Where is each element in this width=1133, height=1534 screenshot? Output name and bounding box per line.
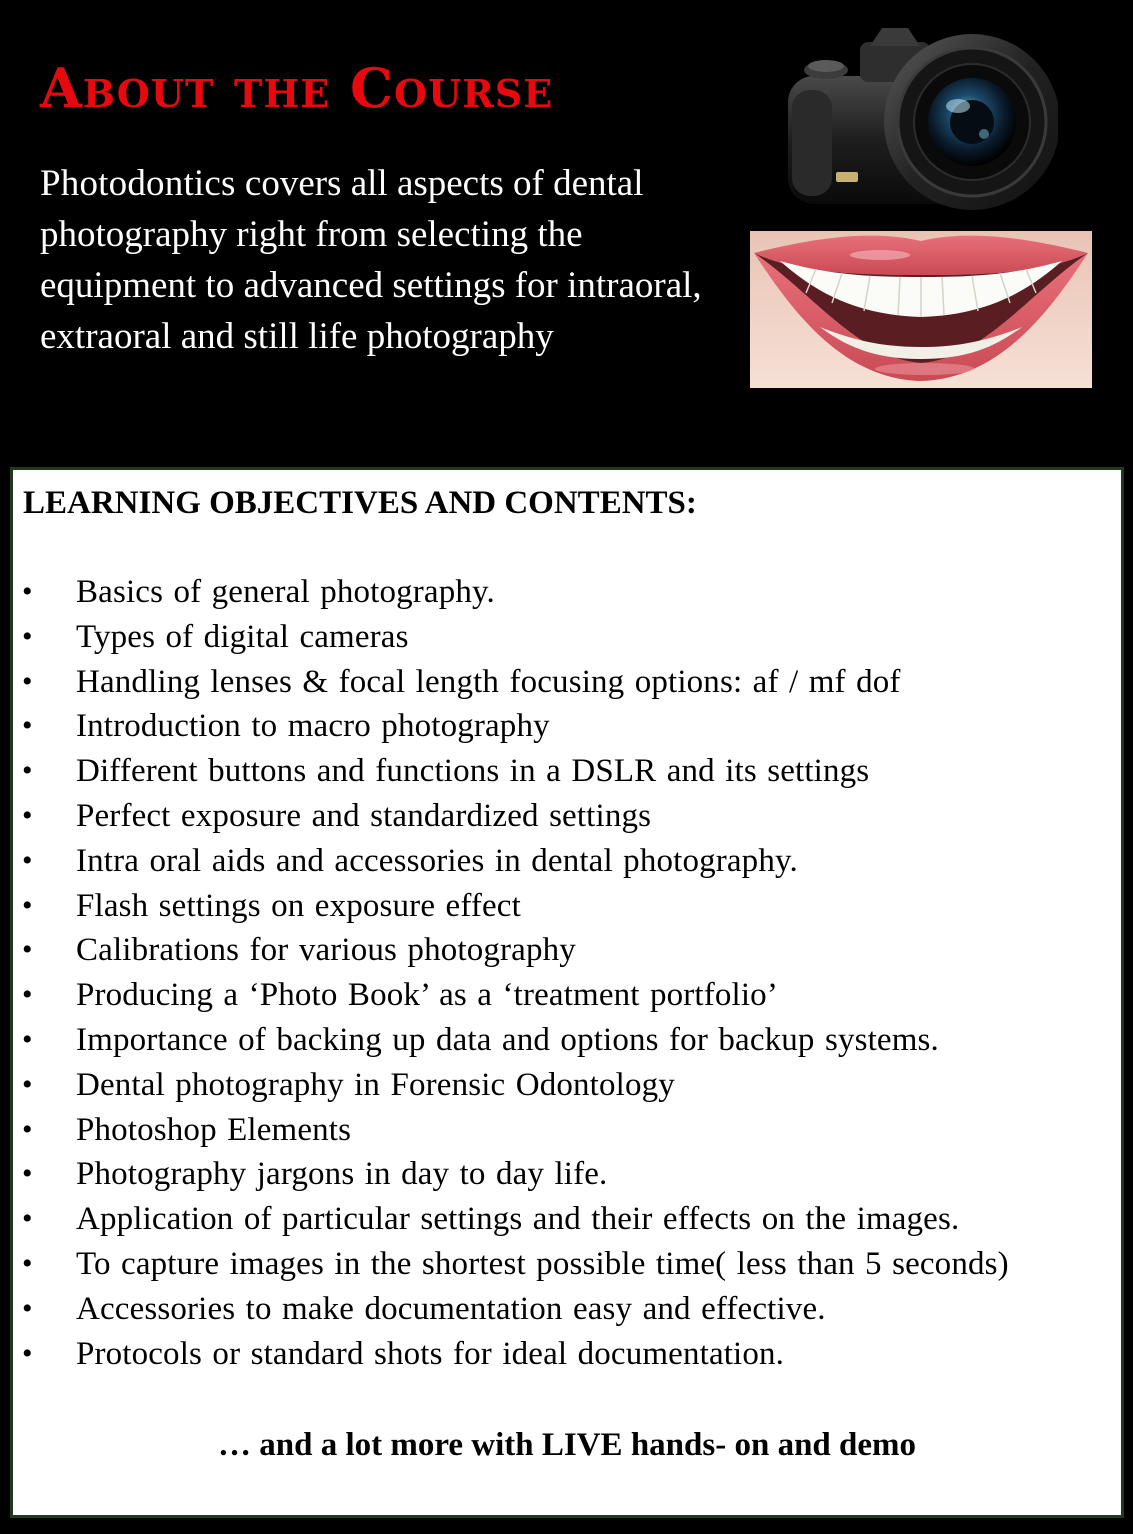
course-name: Photodontics xyxy=(40,163,236,204)
bullet-icon: • xyxy=(22,575,33,608)
list-item-text: Photoshop Elements xyxy=(76,1111,352,1148)
closing-note: … and a lot more with LIVE hands- on and demo xyxy=(217,1427,917,1463)
bullet-icon: • xyxy=(22,978,33,1012)
bullet-icon: • xyxy=(22,798,33,832)
list-item-text: Intra oral aids and accessories in dental photography. xyxy=(76,842,798,879)
bullet-icon: • xyxy=(22,933,33,967)
bullet-icon: • xyxy=(22,1336,33,1370)
course-description: covers all aspects of dental photography right from selecting the equipment to advanced settings for intraoral, extraoral and still life photography xyxy=(40,163,702,357)
list-item-text: Handling lenses & focal length focusing options: af / mf dof xyxy=(76,663,901,700)
list-item-text: Accessories to make documentation easy and effective. xyxy=(76,1290,826,1327)
list-item-text: Types of digital cameras xyxy=(76,618,409,655)
bullet-icon: • xyxy=(22,1112,33,1146)
bullet-icon: • xyxy=(22,1022,33,1056)
list-item-text: Photography jargons in day to day life. xyxy=(76,1156,608,1193)
bullet-icon: • xyxy=(22,1202,33,1236)
list-item-text: To capture images in the shortest possible time( less than 5 seconds) xyxy=(76,1245,1009,1282)
list-item-text: Perfect exposure and standardized settings xyxy=(76,797,652,834)
page-title: About the Course xyxy=(40,56,554,120)
list-item-text: Protocols or standard shots for ideal documentation. xyxy=(76,1335,785,1372)
bullet-icon: • xyxy=(22,888,33,922)
list-item-text: Calibrations for various photography xyxy=(76,932,576,969)
bullet-icon: • xyxy=(22,754,33,788)
bullet-icon: • xyxy=(22,619,33,653)
list-item-text: Importance of backing up data and options for backup systems. xyxy=(76,1021,939,1058)
objectives-heading: LEARNING OBJECTIVES AND CONTENTS: xyxy=(23,485,697,521)
bullet-icon: • xyxy=(22,843,33,877)
list-item-text: Introduction to macro photography xyxy=(76,708,550,745)
smile-image xyxy=(750,231,1092,388)
bullet-icon: • xyxy=(22,1291,33,1325)
learning-objectives-panel xyxy=(10,467,1124,1518)
course-intro xyxy=(40,158,740,362)
camera-image xyxy=(786,24,1058,216)
list-item-text: Dental photography in Forensic Odontology xyxy=(76,1066,675,1103)
list-item-text: Producing a ‘Photo Book’ as a ‘treatment portfolio’ xyxy=(76,977,778,1014)
bullet-icon: • xyxy=(22,664,33,698)
bullet-icon: • xyxy=(22,1246,33,1280)
list-item-text: Flash settings on exposure effect xyxy=(76,887,521,924)
list-item-text: Application of particular settings and their effects on the images. xyxy=(76,1201,960,1238)
bullet-icon: • xyxy=(22,709,33,743)
bullet-icon: • xyxy=(22,1067,33,1101)
list-item-text: Different buttons and functions in a DSLR and its settings xyxy=(76,753,870,790)
course-header xyxy=(0,0,1133,462)
list-item-text: Basics of general photography. xyxy=(76,574,495,610)
bullet-icon: • xyxy=(22,1157,33,1191)
